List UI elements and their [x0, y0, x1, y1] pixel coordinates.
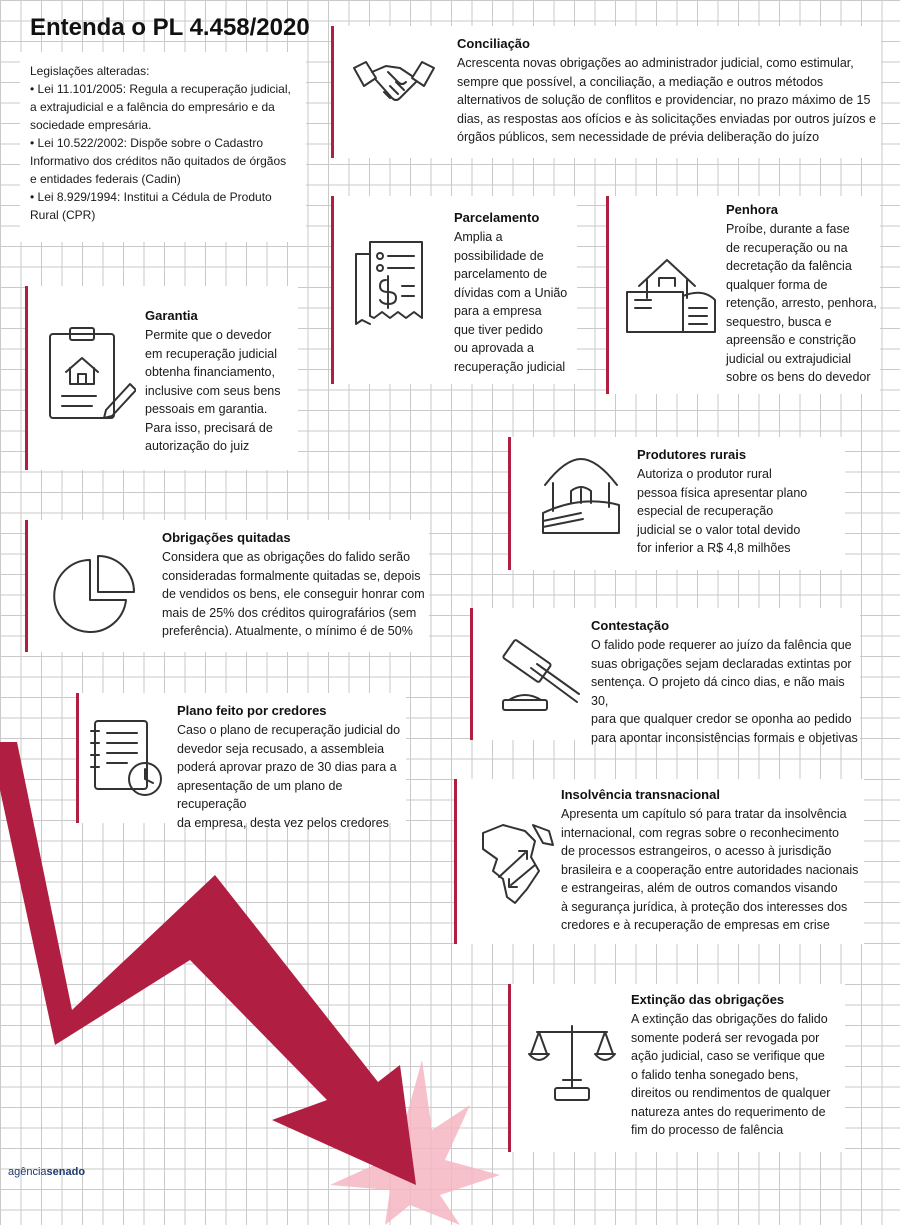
world-map-icon — [473, 819, 559, 909]
penhora-title: Penhora — [726, 202, 779, 217]
card-parcelamento — [331, 196, 577, 384]
logo-part-agencia: agência — [8, 1166, 47, 1178]
house-hand-icon — [623, 252, 719, 338]
conciliacao-text: Acrescenta novas obrigações ao administrador judicial, como estimular, sempre que possível, a conciliação, a mediação e outros métodos alternativos de solução de conflitos e providenciar, no prazo máximo de 15 dias, as respostas aos ofícios e às solicitações enviadas por outros juízos e órgãos públicos, sem necessidade de prévia deliberação do juízo — [457, 56, 876, 144]
parcelamento-title: Parcelamento — [454, 210, 540, 225]
card-produtores-rurais — [508, 437, 845, 570]
scales-icon — [527, 1022, 617, 1106]
notebook-clock-icon — [89, 717, 165, 799]
card-extincao — [508, 984, 845, 1152]
page-title: Entenda o PL 4.458/2020 — [30, 14, 310, 41]
extincao-text: A extinção das obrigações do falido somente poderá ser revogada por ação judicial, caso se verifique que o falido tenha sonegado bens, direitos ou rendimentos de qualquer natureza antes do requerimento de fim do processo de falência — [631, 1012, 831, 1137]
card-conciliacao — [331, 26, 881, 158]
card-insolvencia — [454, 779, 864, 944]
pie-icon — [52, 552, 138, 638]
insolvencia-text: Apresenta um capítulo só para tratar da insolvência internacional, com regras sobre o reconhecimento de processos estrangeiros, o acesso à jurisdição brasileira e a cooperação entre autoridades nacionais e estrangeiras, além de outros comandos visando à segurança jurídica, à proteção dos interesses dos credores e à recuperação de empresas em crise — [561, 807, 859, 932]
agencia-senado-logo — [8, 1166, 85, 1178]
card-garantia — [25, 286, 298, 470]
parcelamento-text: Amplia a possibilidade de parcelamento de dívidas com a União para a empresa que tiver pedido ou aprovada a recuperação judicial — [454, 230, 568, 374]
invoice-dollar-icon — [352, 240, 432, 330]
insolvencia-title: Insolvência transnacional — [561, 787, 720, 802]
plano-text: Caso o plano de recuperação judicial do devedor seja recusado, a assembleia poderá aprovar prazo de 30 dias para a apresentação de um plano de recuperação da empresa, desta vez pelos credores — [177, 723, 401, 830]
produtores-title: Produtores rurais — [637, 447, 747, 462]
legislacoes-card — [20, 52, 306, 242]
gavel-icon — [493, 630, 583, 720]
card-contestacao — [470, 608, 860, 745]
contestacao-text: O falido pode requerer ao juízo da falência que suas obrigações sejam declaradas extintas por sentença. O projeto dá cinco dias, e não mais 30, para que qualquer credor se oponha ao pedido para apontar inconsistências formais e objetivas — [591, 638, 858, 745]
produtores-text: Autoriza o produtor rural pessoa física apresentar plano especial de recuperação judicial se o valor total devido for inferior a R$ 4,8 milhões — [637, 467, 808, 555]
clipboard-house-icon — [46, 326, 136, 422]
card-plano-credores — [76, 693, 406, 830]
barn-icon — [541, 455, 621, 535]
handshake-icon — [352, 52, 436, 120]
contestacao-title: Contestação — [591, 618, 670, 633]
obrigacoes-title: Obrigações quitadas — [162, 530, 291, 545]
card-obrigacoes-quitadas — [25, 520, 429, 652]
garantia-text: Permite que o devedor em recuperação judicial obtenha financiamento, inclusive com seus bens pessoais em garantia. Para isso, precisará de autorização do juiz — [145, 328, 281, 453]
logo-part-senado: senado — [46, 1166, 86, 1178]
garantia-title: Garantia — [145, 308, 198, 323]
plano-title: Plano feito por credores — [177, 703, 327, 718]
legislacoes-text: Legislações alteradas: • Lei 11.101/2005: Regula a recuperação judicial, a extrajudicial e a falência do empresário e da sociedade empresária. • Lei 10.522/2002: Dispõe sobre o Cadastro Informativo dos créditos não quitados de órgãos e entidades federais (Cadin) • Lei 8.929/1994: Institui a Cédula de Produto Rural (CPR) — [30, 64, 291, 222]
card-penhora — [606, 196, 880, 394]
obrigacoes-text: Considera que as obrigações do falido serão consideradas formalmente quitadas se, depois de vendidos os bens, ele conseguir honrar com mais de 25% dos créditos quirografários (sem preferência). Atualmente, o mínimo é de 50% — [162, 550, 425, 638]
penhora-text: Proíbe, durante a fase de recuperação ou na decretação da falência qualquer forma de retenção, arresto, penhora, sequestro, busca e apreensão e constrição judicial ou extrajudicial sobre os bens do devedor — [726, 222, 877, 384]
conciliacao-title: Conciliação — [457, 36, 530, 51]
extincao-title: Extinção das obrigações — [631, 992, 785, 1007]
